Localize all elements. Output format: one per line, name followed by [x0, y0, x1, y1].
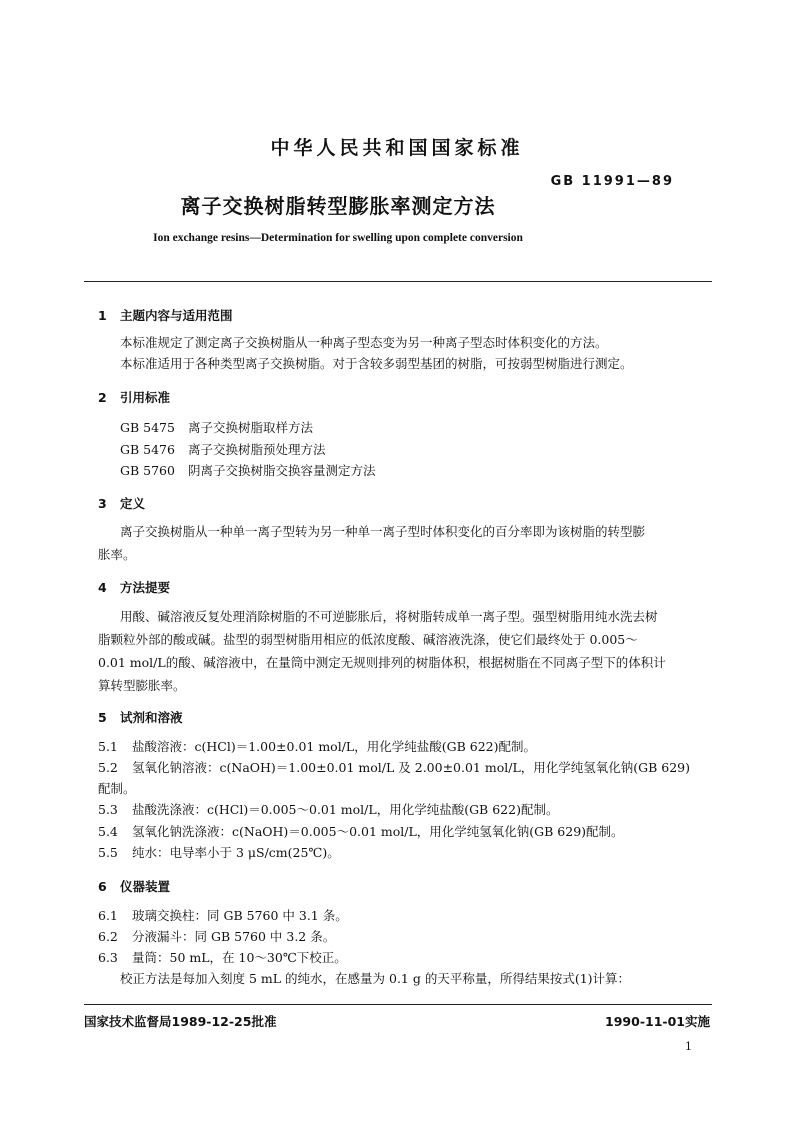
section-3-line-2: 胀率。: [98, 547, 136, 562]
section-4-line-1: 用酸、碱溶液反复处理消除树脂的不可逆膨胀后，将树脂转成单一离子型。强型树脂用纯水洗去树: [120, 609, 658, 624]
section-1-number: 1: [98, 308, 107, 323]
section-2-number: 2: [98, 390, 107, 405]
section-4-number: 4: [98, 580, 107, 595]
clause-number: 6.3: [98, 950, 118, 965]
section-1-title: [98, 306, 233, 324]
section-2-title-text: 引用标准: [120, 390, 171, 405]
clause-number: 6.2: [98, 929, 118, 944]
standard-code: GB 11991—89: [550, 174, 674, 189]
section-4-title-text: 方法提要: [120, 580, 171, 595]
clause-continuation: 配制。: [98, 781, 136, 796]
clause-number: 6.1: [98, 908, 118, 923]
reference-title: 阴离子交换树脂交换容量测定方法: [188, 463, 376, 478]
section-4-line-4: 算转型膨胀率。: [98, 678, 186, 693]
clause-text: 盐酸洗涤液：c(HCl)＝0.005～0.01 mol/L，用化学纯盐酸(GB 622)配制。: [132, 802, 559, 817]
reference-code: GB 5476: [120, 442, 175, 457]
clause-number: 5.2: [98, 760, 118, 775]
clause-number: 5.4: [98, 824, 118, 839]
section-3-line-1: 离子交换树脂从一种单一离子型转为另一种单一离子型时体积变化的百分率即为该树脂的转型膨: [120, 524, 646, 539]
reference-title: 离子交换树脂取样方法: [188, 420, 314, 435]
clause-text: 盐酸溶液：c(HCl)＝1.00±0.01 mol/L，用化学纯盐酸(GB 622)配制。: [132, 739, 536, 754]
apparatus-item: [98, 948, 347, 966]
section-4-title: [98, 578, 170, 596]
reference-title: 离子交换树脂预处理方法: [188, 442, 326, 457]
clause-number: 5.3: [98, 802, 118, 817]
apparatus-item: [98, 906, 348, 924]
reagent-item: [98, 822, 624, 840]
section-1-paragraph-2: 本标准适用于各种类型离子交换树脂。对于含较多弱型基团的树脂，可按弱型树脂进行测定。: [120, 356, 633, 371]
effective-date: 1990-11-01实施: [605, 1014, 710, 1029]
page-number: 1: [685, 1040, 692, 1053]
document-title-en: Ion exchange resins—Determination for swelling upon complete conversion: [153, 232, 523, 244]
section-6-title-text: 仪器装置: [120, 879, 171, 894]
section-5-number: 5: [98, 710, 107, 725]
clause-text: 玻璃交换柱：同 GB 5760 中 3.1 条。: [132, 908, 348, 923]
section-1-title-text: 主题内容与适用范围: [120, 308, 233, 323]
clause-number: 5.5: [98, 845, 118, 860]
reagent-item: [98, 800, 558, 818]
section-6-number: 6: [98, 879, 107, 894]
calibration-note: 校正方法是每加入刻度 5 mL 的纯水，在感量为 0.1 g 的天平称量，所得结果按式(1)计算：: [120, 971, 631, 986]
reagent-item: [98, 758, 690, 776]
section-3-title-text: 定义: [120, 496, 146, 511]
section-1-paragraph-1: 本标准规定了测定离子交换树脂从一种离子型态变为另一种离子型态时体积变化的方法。: [120, 335, 608, 350]
reference-code: GB 5475: [120, 420, 175, 435]
footer-divider: [84, 1004, 712, 1005]
clause-text: 量筒：50 mL，在 10～30℃下校正。: [132, 950, 347, 965]
section-2-title: [98, 388, 170, 406]
section-6-title: [98, 877, 170, 895]
clause-text: 分液漏斗：同 GB 5760 中 3.2 条。: [132, 929, 336, 944]
reference-item: [120, 461, 376, 479]
national-standard-heading: 中华人民共和国国家标准: [270, 137, 524, 159]
reference-item: [120, 418, 313, 436]
section-3-number: 3: [98, 496, 107, 511]
header-divider: [84, 281, 712, 282]
clause-text: 氢氧化钠溶液：c(NaOH)＝1.00±0.01 mol/L 及 2.00±0.01 mol/L，用化学纯氢氧化钠(GB 629): [132, 760, 690, 775]
reference-code: GB 5760: [120, 463, 175, 478]
section-3-title: [98, 494, 145, 512]
clause-text: 纯水：电导率小于 3 μS/cm(25℃)。: [132, 845, 340, 860]
section-5-title: [98, 708, 183, 726]
apparatus-item: [98, 927, 335, 945]
clause-number: 5.1: [98, 739, 118, 754]
reagent-item: [98, 737, 536, 755]
section-5-title-text: 试剂和溶液: [120, 710, 183, 725]
reference-item: [120, 440, 326, 458]
section-4-line-3: 0.01 mol/L的酸、碱溶液中，在量筒中测定无规则排列的树脂体积，根据树脂在不同离子型下的体积计: [98, 655, 666, 670]
section-4-line-2: 脂颗粒外部的酸或碱。盐型的弱型树脂用相应的低浓度酸、碱溶液洗涤，使它们最终处于 0.005～: [98, 632, 638, 647]
clause-text: 氢氧化钠洗涤液：c(NaOH)＝0.005～0.01 mol/L，用化学纯氢氧化钠(GB 629)配制。: [132, 824, 624, 839]
document-title-cn: 离子交换树脂转型膨胀率测定方法: [180, 194, 496, 218]
approval-info: 国家技术监督局1989-12-25批准: [84, 1014, 277, 1029]
reagent-item: [98, 843, 340, 861]
